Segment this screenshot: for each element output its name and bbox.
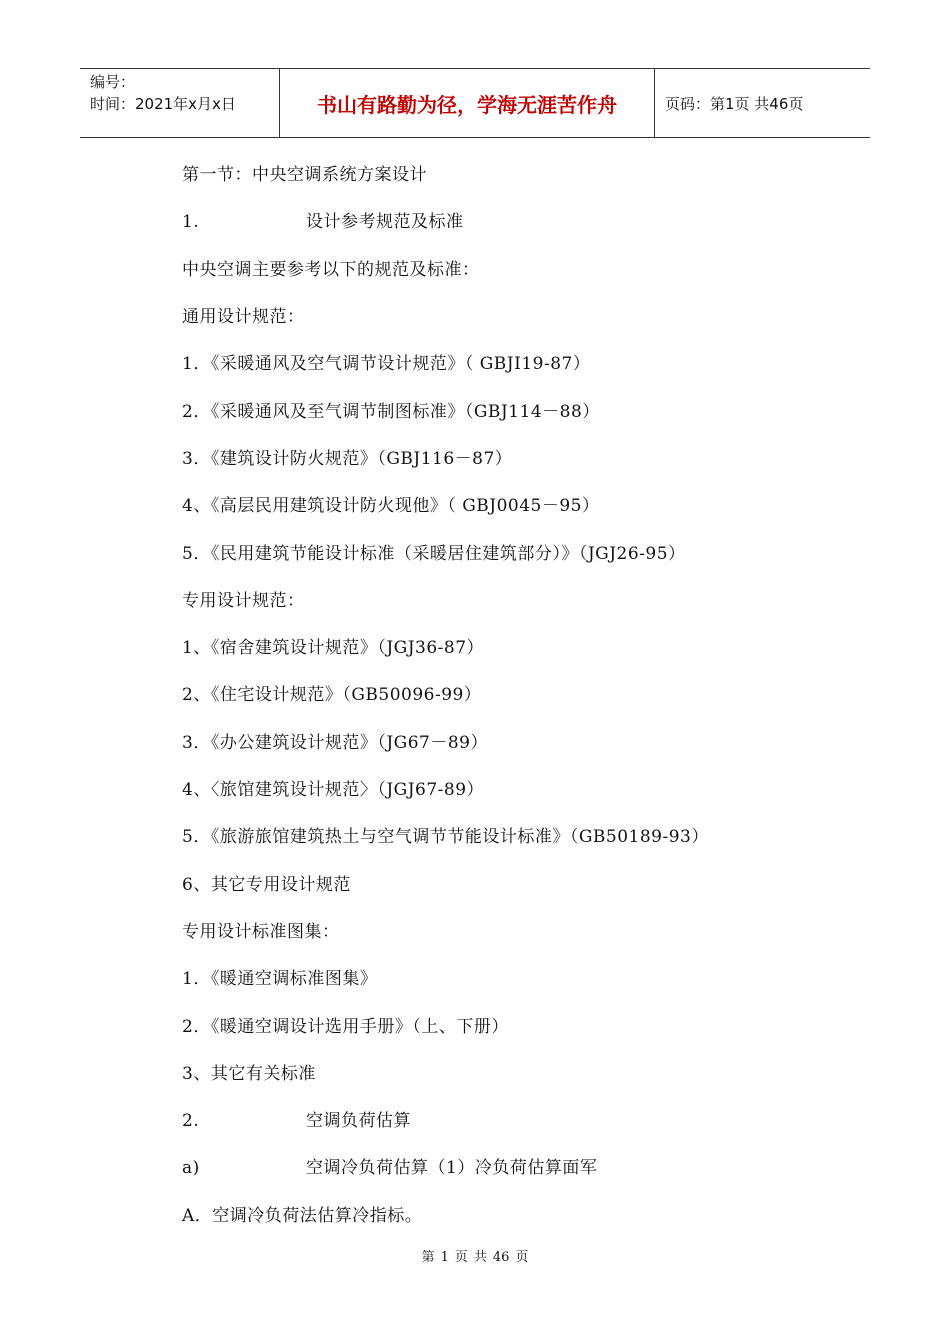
heading-text: 空调冷负荷估算（1）冷负荷估算面军 (306, 1158, 598, 1178)
page-footer (0, 1246, 950, 1265)
footer-word: 第 (421, 1250, 435, 1265)
heading-1 (182, 207, 464, 232)
list-item: 3．《建筑设计防火规范》（GBJ116－87） (182, 449, 513, 469)
list-item: 1、《宿舍建筑设计规范》（JGJ36-87） (182, 638, 485, 658)
section-title: 第一节：中央空调系统方案设计 (182, 165, 427, 185)
header-page-label: 页码：第1页 共46页 (665, 94, 804, 113)
list-item: 2．《采暖通风及至气调节制图标准》（GBJ114－88） (182, 402, 600, 422)
heading-text: 空调负荷估算 (306, 1111, 411, 1131)
last-paragraph: A．空调冷负荷法估算冷指标。 (182, 1206, 423, 1226)
footer-word: 页 (515, 1250, 529, 1265)
header-motto: 书山有路勤为径，学海无涯苦作舟 (280, 69, 655, 137)
list-item: 1．《暖通空调标准图集》 (182, 969, 378, 989)
footer-total-pages: 46 (492, 1250, 510, 1265)
footer-word: 共 (473, 1250, 487, 1265)
list-item: 4、〈旅馆建筑设计规范〉（JGJ67-89） (182, 780, 485, 800)
heading-number: 1. (182, 212, 200, 232)
list-item: 2、《住宅设计规范》（GB50096-99） (182, 685, 482, 705)
list-item: 1．《采暖通风及空气调节设计规范》（ GBJI19-87） (182, 354, 591, 374)
list-item: 6、其它专用设计规范 (182, 875, 351, 895)
number-label: 编号： (90, 73, 136, 91)
heading-number: 2. (182, 1111, 200, 1131)
list-item: 4、《高层民用建筑设计防火现他》（ GBJ0045－95） (182, 496, 600, 516)
list-item: 3．《办公建筑设计规范》（JG67－89） (182, 733, 488, 753)
date-label: 时间：2021年x月x日 (90, 95, 236, 113)
list-item: 2．《暖通空调设计选用手册》（上、下册） (182, 1017, 509, 1037)
special-title: 专用设计规范： (182, 591, 305, 611)
footer-word: 页 (454, 1250, 468, 1265)
intro-paragraph: 中央空调主要参考以下的规范及标准： (182, 260, 480, 280)
page-header (80, 68, 870, 138)
general-title: 通用设计规范： (182, 307, 305, 327)
heading-text: 设计参考规范及标准 (306, 212, 464, 232)
heading-2 (182, 1106, 411, 1131)
header-left-cell (80, 69, 280, 137)
list-item: 5．《旅游旅馆建筑热土与空气调节节能设计标准》（GB50189-93） (182, 827, 709, 847)
list-item: 5．《民用建筑节能设计标准（采暖居住建筑部分）》（JGJ26-95） (182, 544, 686, 564)
list-item: 3、其它有关标准 (182, 1064, 316, 1084)
footer-page-number: 1 (440, 1250, 449, 1265)
heading-a (182, 1153, 597, 1178)
heading-number: a) (182, 1158, 200, 1178)
atlas-title: 专用设计标准图集： (182, 922, 340, 942)
